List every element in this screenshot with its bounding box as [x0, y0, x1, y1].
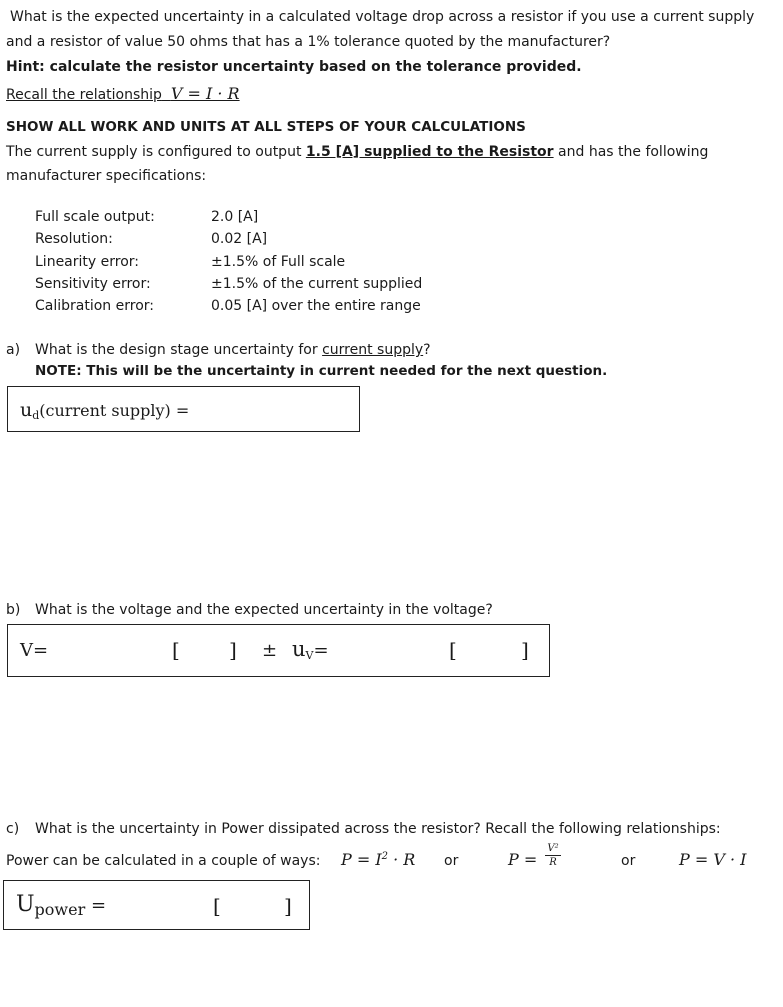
power-unit-close-bracket: ] — [284, 894, 292, 918]
spec-value: 0.05 [A] over the entire range — [211, 298, 421, 314]
spec-label: Calibration error: — [35, 298, 154, 314]
part-c-question: What is the uncertainty in Power dissipated across the resistor? Recall the following relationships: — [35, 821, 721, 837]
uncertainty-symbol: U — [16, 892, 35, 917]
voltage-uncertainty-label — [292, 637, 329, 662]
uncertainty-subscript: power — [34, 900, 86, 919]
power-formula-vi: P = V · I — [679, 850, 747, 869]
part-a-answer-label — [20, 399, 189, 422]
supply-text-before: The current supply is configured to output — [6, 144, 306, 160]
recall-relationship — [6, 84, 240, 103]
supply-line-2: manufacturer specifications: — [6, 168, 207, 184]
part-a-marker: a) — [6, 342, 21, 358]
part-a-question — [35, 342, 431, 358]
voltage-unit-open-bracket: [ — [172, 638, 180, 662]
spec-label: Full scale output: — [35, 209, 155, 225]
uncertainty-unit-close-bracket: ] — [521, 638, 529, 662]
spec-value: ±1.5% of the current supplied — [211, 276, 423, 292]
supply-text-after: and has the following — [553, 144, 709, 160]
part-a-answer-text: (current supply) = — [39, 401, 190, 420]
part-c-answer-box[interactable] — [3, 880, 310, 930]
or-separator: or — [621, 853, 636, 869]
spec-label: Linearity error: — [35, 254, 139, 270]
power-ways-text: Power can be calculated in a couple of ways: — [6, 853, 321, 869]
spec-label: Sensitivity error: — [35, 276, 151, 292]
power-formula-v2r-fraction — [543, 843, 563, 868]
spec-value: ±1.5% of Full scale — [211, 254, 346, 270]
power-formula-i2r — [341, 850, 415, 869]
supply-current-emphasis: 1.5 [A] supplied to the Resistor — [305, 144, 554, 160]
equals-sign: = — [90, 895, 107, 916]
fraction-numerator: V² — [547, 843, 559, 854]
voltage-unit-close-bracket: ] — [229, 638, 237, 662]
voltage-label: V= — [20, 640, 49, 661]
part-b-marker: b) — [6, 602, 21, 618]
spec-value: 0.02 [A] — [211, 231, 268, 247]
uncertainty-unit-open-bracket: [ — [449, 638, 457, 662]
power-uncertainty-label — [16, 892, 106, 919]
recall-prefix: Recall the relationship V = I · R — [6, 84, 240, 103]
or-separator: or — [444, 853, 459, 869]
uncertainty-subscript: d — [32, 409, 40, 422]
part-a-question-link: current supply — [322, 342, 424, 358]
part-a-answer-box[interactable] — [7, 386, 360, 432]
power-formula-v2r-lhs: P = — [508, 850, 538, 869]
supply-line-1 — [6, 144, 708, 160]
part-a-question-end: ? — [423, 342, 431, 358]
fraction-bar — [545, 855, 561, 856]
intro-line-1: What is the expected uncertainty in a calculated voltage drop across a resistor if you use a current supply — [10, 9, 755, 25]
part-c-marker: c) — [6, 821, 20, 837]
spec-label: Resolution: — [35, 231, 113, 247]
formula-exponent: 2 — [381, 851, 389, 862]
hint: Hint: calculate the resistor uncertainty based on the tolerance provided. — [6, 59, 582, 75]
fraction-denominator: R — [549, 857, 557, 868]
uncertainty-symbol: u — [20, 399, 33, 421]
part-a-question-text: What is the design stage uncertainty for — [35, 342, 323, 358]
equals-sign: = — [313, 640, 329, 661]
formula-text: P = I — [341, 850, 382, 869]
plus-minus-symbol: ± — [262, 640, 278, 661]
power-unit-open-bracket: [ — [213, 894, 221, 918]
show-work-instruction: SHOW ALL WORK AND UNITS AT ALL STEPS OF YOUR CALCULATIONS — [6, 119, 526, 135]
uncertainty-symbol: u — [292, 637, 306, 661]
part-a-note: NOTE: This will be the uncertainty in current needed for the next question. — [35, 363, 608, 379]
formula-text: · R — [388, 850, 416, 869]
intro-line-2: and a resistor of value 50 ohms that has a 1% tolerance quoted by the manufacturer? — [6, 34, 611, 50]
uncertainty-subscript: V — [305, 649, 314, 662]
recall-formula: V = I · R — [170, 84, 240, 103]
spec-value: 2.0 [A] — [211, 209, 259, 225]
part-b-question: What is the voltage and the expected uncertainty in the voltage? — [35, 602, 493, 618]
part-b-answer-box[interactable] — [7, 624, 550, 677]
